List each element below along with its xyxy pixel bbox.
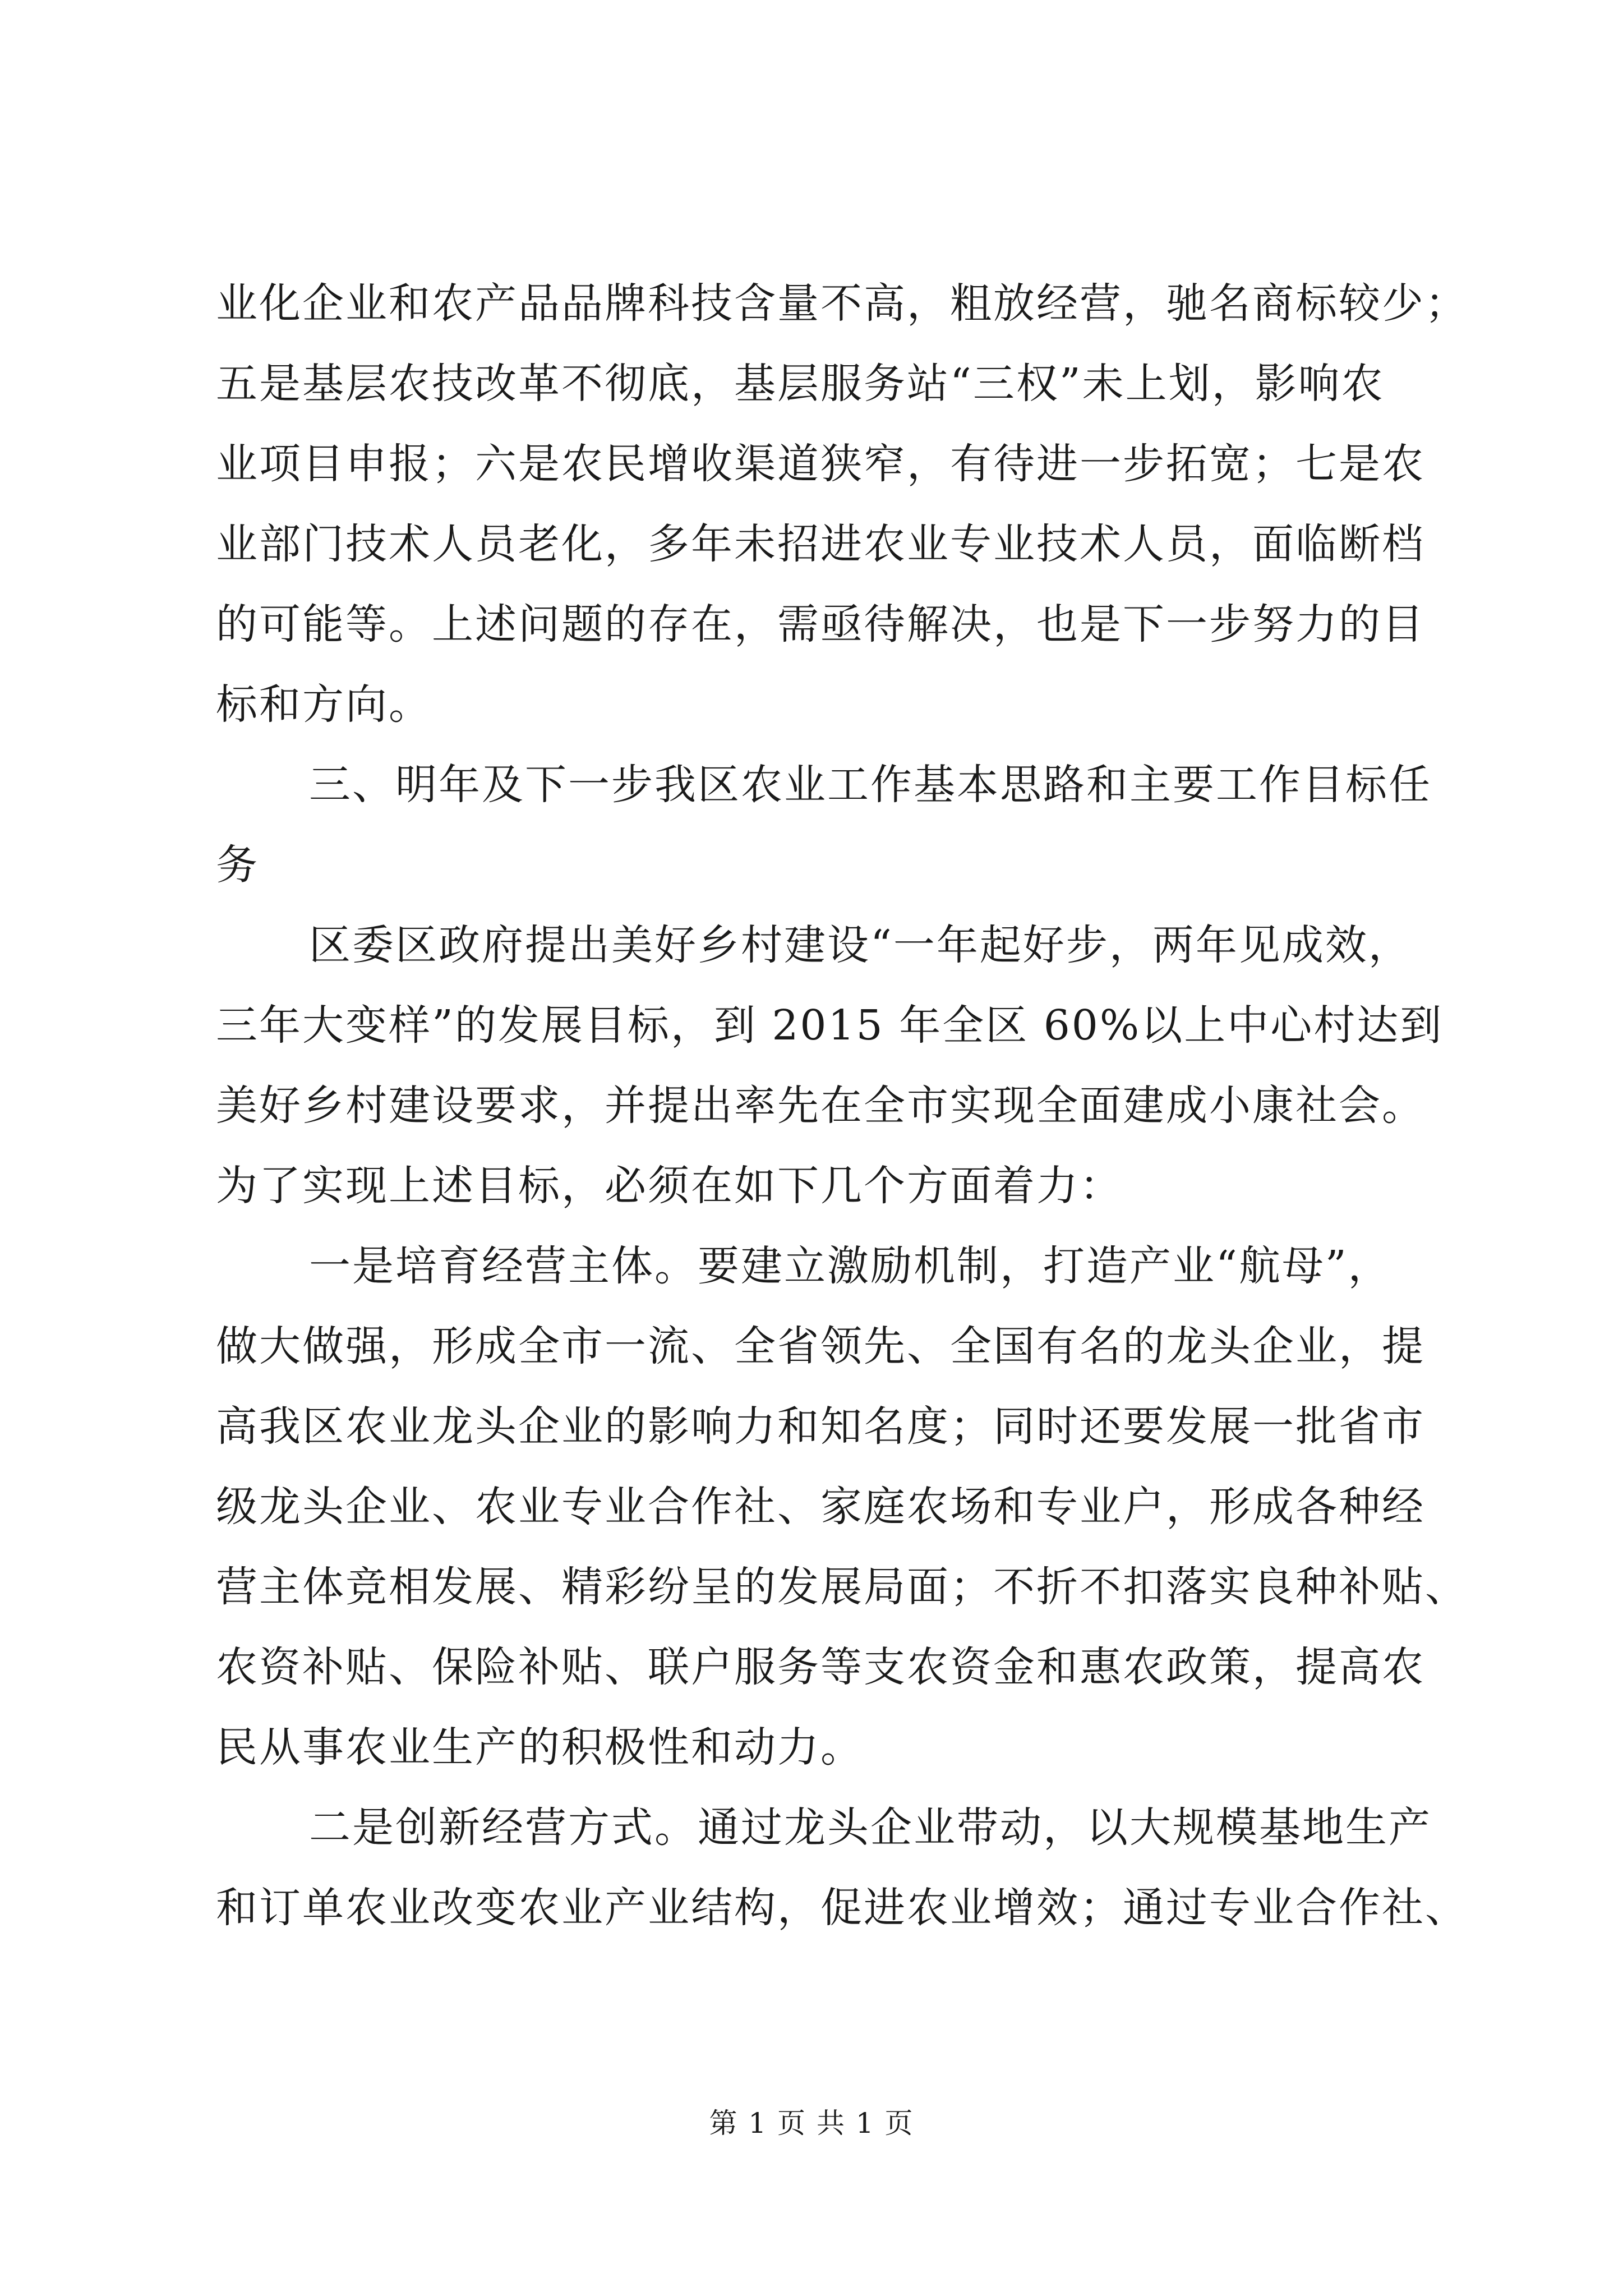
text-line: 二是创新经营方式。通过龙头企业带动，以大规模基地生产: [309, 1803, 1432, 1852]
text-line: 美好乡村建设要求，并提出率先在全市实现全面建成小康社会。: [216, 1082, 1425, 1130]
text-line: 业部门技术人员老化，多年未招进农业专业技术人员，面临断档: [216, 520, 1425, 568]
section-heading-line: 务: [216, 841, 259, 889]
text-line: 区委区政府提出美好乡村建设“一年起好步，两年见成效，: [309, 921, 1412, 969]
text-line: 标和方向。: [216, 680, 432, 729]
section-heading-line: 三、明年及下一步我区农业工作基本思路和主要工作目标任: [309, 761, 1432, 809]
text-line: 农资补贴、保险补贴、联户服务等支农资金和惠农政策，提高农: [216, 1643, 1425, 1691]
text-line: 业化企业和农产品品牌科技含量不高，粗放经营，驰名商标较少；: [216, 279, 1468, 328]
text-line: 民从事农业生产的积极性和动力。: [216, 1723, 864, 1772]
text-line: 一是培育经营主体。要建立激励机制，打造产业“航母”，: [309, 1242, 1391, 1290]
page-number-footer: 第 1 页 共 1 页: [709, 2107, 914, 2139]
text-line: 级龙头企业、农业专业合作社、家庭农场和专业户，形成各种经: [216, 1483, 1425, 1531]
text-line: 业项目申报；六是农民增收渠道狭窄，有待进一步拓宽；七是农: [216, 440, 1425, 488]
text-line: 和订单农业改变农业产业结构，促进农业增效；通过专业合作社、: [216, 1884, 1468, 1932]
text-line: 做大做强，形成全市一流、全省领先、全国有名的龙头企业，提: [216, 1322, 1425, 1370]
text-line: 的可能等。上述问题的存在，需亟待解决，也是下一步努力的目: [216, 600, 1425, 648]
text-line: 三年大变样”的发展目标，到 2015 年全区 60%以上中心村达到: [216, 1001, 1444, 1050]
document-body: [216, 264, 1468, 1948]
text-line: 为了实现上述目标，必须在如下几个方面着力：: [216, 1162, 1123, 1210]
text-line: 营主体竞相发展、精彩纷呈的发展局面；不折不扣落实良种补贴、: [216, 1563, 1468, 1611]
text-line: 高我区农业龙头企业的影响力和知名度；同时还要发展一批省市: [216, 1402, 1425, 1451]
text-line: 五是基层农技改革不彻底，基层服务站“三权”未上划，影响农: [216, 360, 1385, 408]
